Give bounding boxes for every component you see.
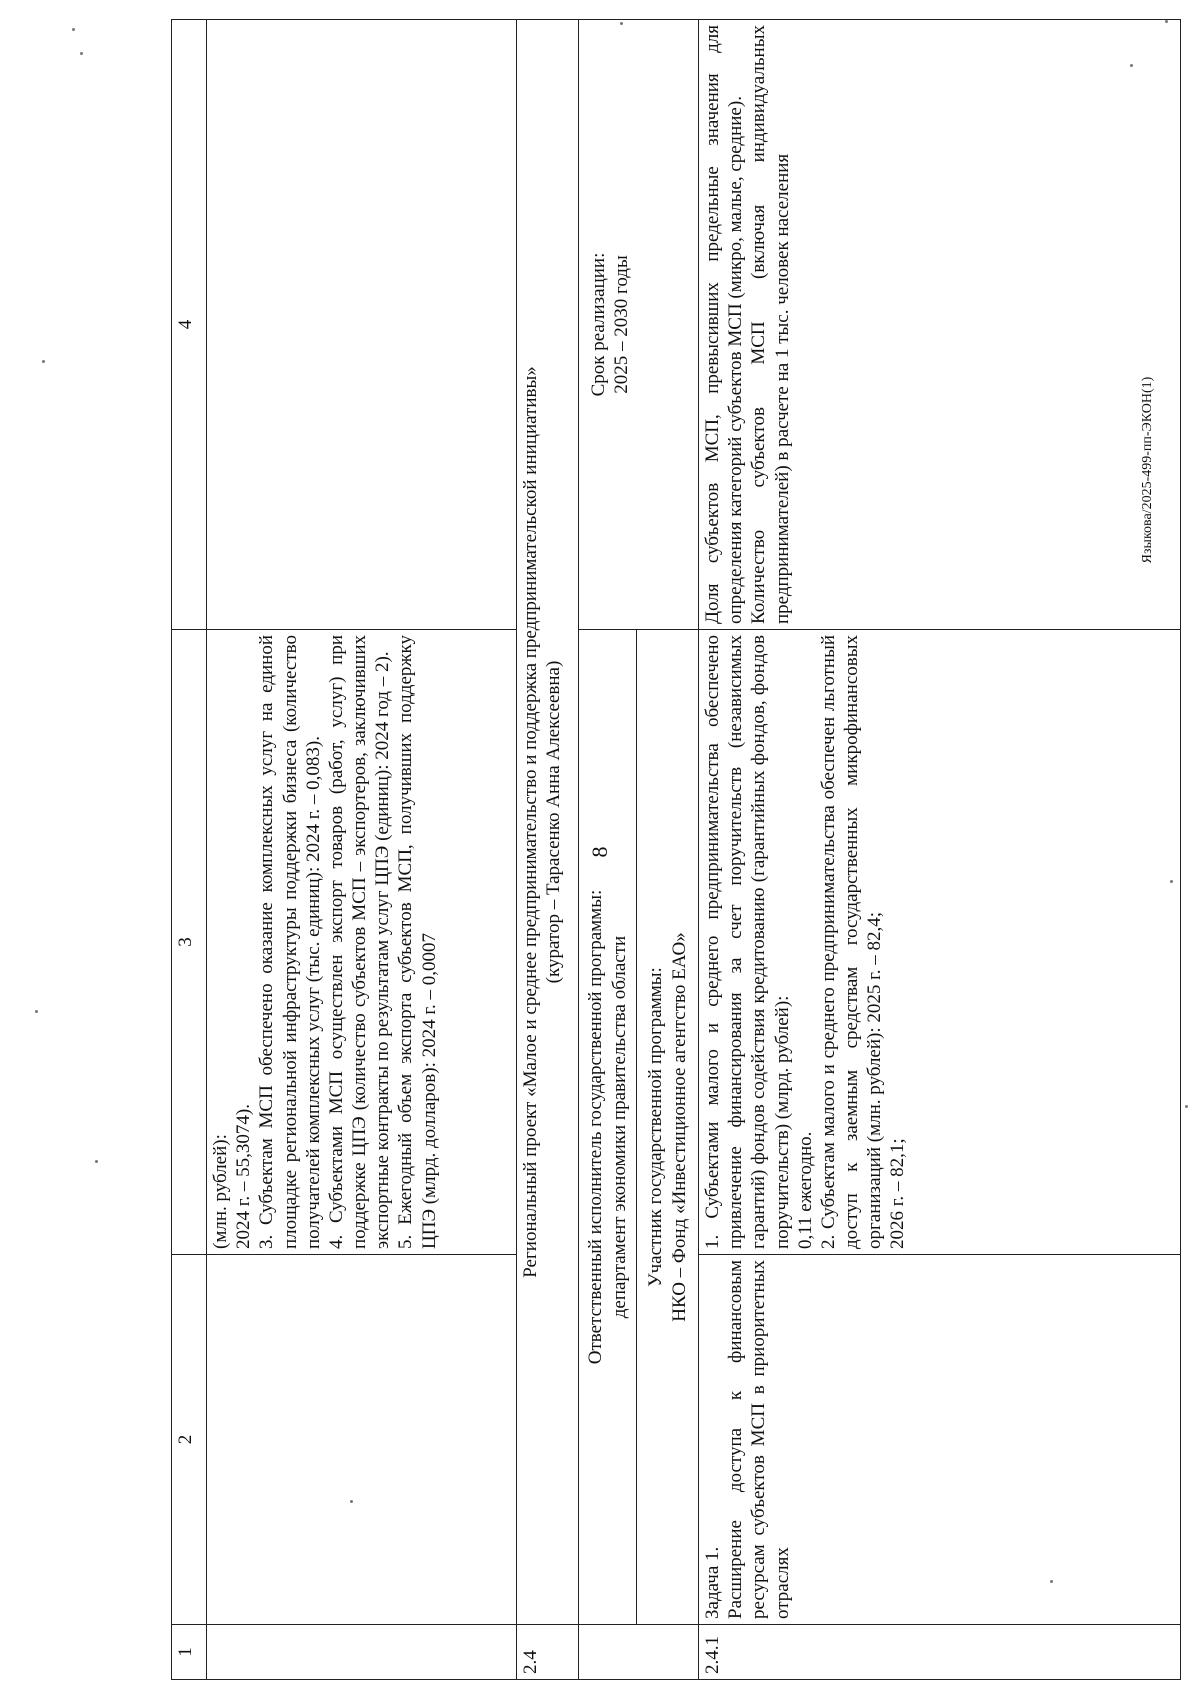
table-header-row bbox=[172, 20, 207, 1680]
section-number: 2.4 bbox=[517, 1625, 579, 1680]
document-table-rotated bbox=[171, 20, 1181, 1680]
task-row bbox=[699, 20, 1181, 1680]
section-title-text: Региональный проект «Малое и среднее предпринимательство и поддержка предпринимательской инициативы» bbox=[520, 366, 541, 1278]
responsible-executor bbox=[579, 630, 637, 1625]
indicator-text: Количество субъектов МСП (включая индивидуальных предпринимателей) в расчете на 1 тыс. человек населения bbox=[748, 25, 793, 624]
result-text: 5. Ежегодный объем экспорта субъектов МСП, получивших поддержку ЦПЭ (млрд. долларов): 2024 г. – 0,0007 bbox=[395, 635, 440, 1249]
scan-speck bbox=[35, 1010, 38, 1013]
result-text: 2. Субъектам малого и среднего предпринимательства обеспечен льготный доступ к заемным средствам государственных микрофинансовых организаций (млн. рублей): 2025 г. – 82,4; bbox=[817, 635, 886, 1249]
scan-speck bbox=[1185, 1105, 1188, 1108]
scan-speck bbox=[80, 52, 83, 55]
result-text: 1. Субъектами малого и среднего предпринимательства обеспечено привлечение финансирования за счет поручительств (независимых гарантий) фондов содействия кредитованию (гарантийных фондов, фондов поручительств) (млрд. рублей): bbox=[702, 635, 793, 1249]
result-text: 4. Субъектами МСП осуществлен экспорт товаров (работ, услуг) при поддержке ЦПЭ (количество субъектов МСП – экспортеров, заключивших экспортные контракты по результатам услуг ЦПЭ (единиц): 2024 год – 2). bbox=[325, 635, 394, 1249]
scan-speck bbox=[95, 1160, 98, 1163]
scan-speck bbox=[72, 28, 75, 31]
responsible-label: Ответственный исполнитель государственной программы: bbox=[585, 889, 607, 1365]
program-table bbox=[171, 19, 1181, 1680]
section-title bbox=[517, 20, 579, 1625]
empty-cell bbox=[207, 1625, 517, 1680]
result-text: (млн. рублей): bbox=[210, 1134, 231, 1249]
program-participant bbox=[637, 630, 699, 1625]
document-code: Языкова/2025-499-пп-ЭКОН(1) bbox=[1140, 376, 1155, 564]
scan-speck bbox=[1050, 1580, 1053, 1583]
scan-speck bbox=[350, 1500, 353, 1503]
term-label: Срок реализации: bbox=[588, 252, 609, 397]
task-description bbox=[699, 1255, 1181, 1625]
term-value: 2025 – 2030 годы bbox=[611, 255, 633, 394]
responsible-row bbox=[579, 20, 637, 1680]
result-text: 2024 г. – 55,3074). bbox=[233, 1104, 255, 1249]
result-text: 0,11 ежегодно. bbox=[794, 1131, 816, 1249]
scan-speck bbox=[1165, 20, 1168, 23]
scan-speck bbox=[1130, 64, 1133, 67]
result-text: 2026 г. – 82,1; bbox=[887, 1138, 909, 1249]
responsible-value: департамент экономики правительства области bbox=[608, 935, 630, 1319]
task-results bbox=[699, 630, 1181, 1255]
scan-speck bbox=[42, 360, 45, 363]
participant-value: НКО – Фонд «Инвестиционное агентство ЕАО» bbox=[668, 932, 690, 1322]
column-header: 3 bbox=[172, 630, 207, 1255]
task-number: 2.4.1 bbox=[699, 1625, 1181, 1680]
empty-cell bbox=[579, 1625, 699, 1680]
column-header: 2 bbox=[172, 1255, 207, 1625]
empty-cell bbox=[207, 1255, 517, 1625]
continuation-row bbox=[207, 20, 517, 1680]
result-text: 3. Субъектам МСП обеспечено оказание комплексных услуг на единой площадке региональной инфраструктуры поддержки бизнеса (количество получателей комплексных услуг (тыс. единиц): 2024 г. – 0,083). bbox=[256, 635, 324, 1249]
column-header: 4 bbox=[172, 20, 207, 630]
task-title: Задача 1. bbox=[702, 1546, 723, 1619]
scan-speck bbox=[1170, 880, 1173, 883]
task-indicators bbox=[699, 20, 1181, 630]
column-header: 1 bbox=[172, 1625, 207, 1680]
indicator-text: Доля субъектов МСП, превысивших предельные значения для определения категорий субъектов МСП (микро, малые, средние). bbox=[702, 25, 747, 624]
scan-speck bbox=[620, 22, 623, 25]
implementation-term bbox=[579, 20, 699, 630]
section-curator: (куратор – Тарасенко Анна Алексеевна) bbox=[543, 660, 565, 984]
section-row bbox=[517, 20, 579, 1680]
page-number: 8 bbox=[587, 846, 612, 858]
participant-label: Участник государственной программы: bbox=[645, 967, 667, 1287]
task-text: Расширение доступа к финансовым ресурсам субъектов МСП в приоритетных отраслях bbox=[725, 1260, 793, 1619]
empty-cell bbox=[207, 20, 517, 630]
continuation-results bbox=[207, 630, 517, 1255]
